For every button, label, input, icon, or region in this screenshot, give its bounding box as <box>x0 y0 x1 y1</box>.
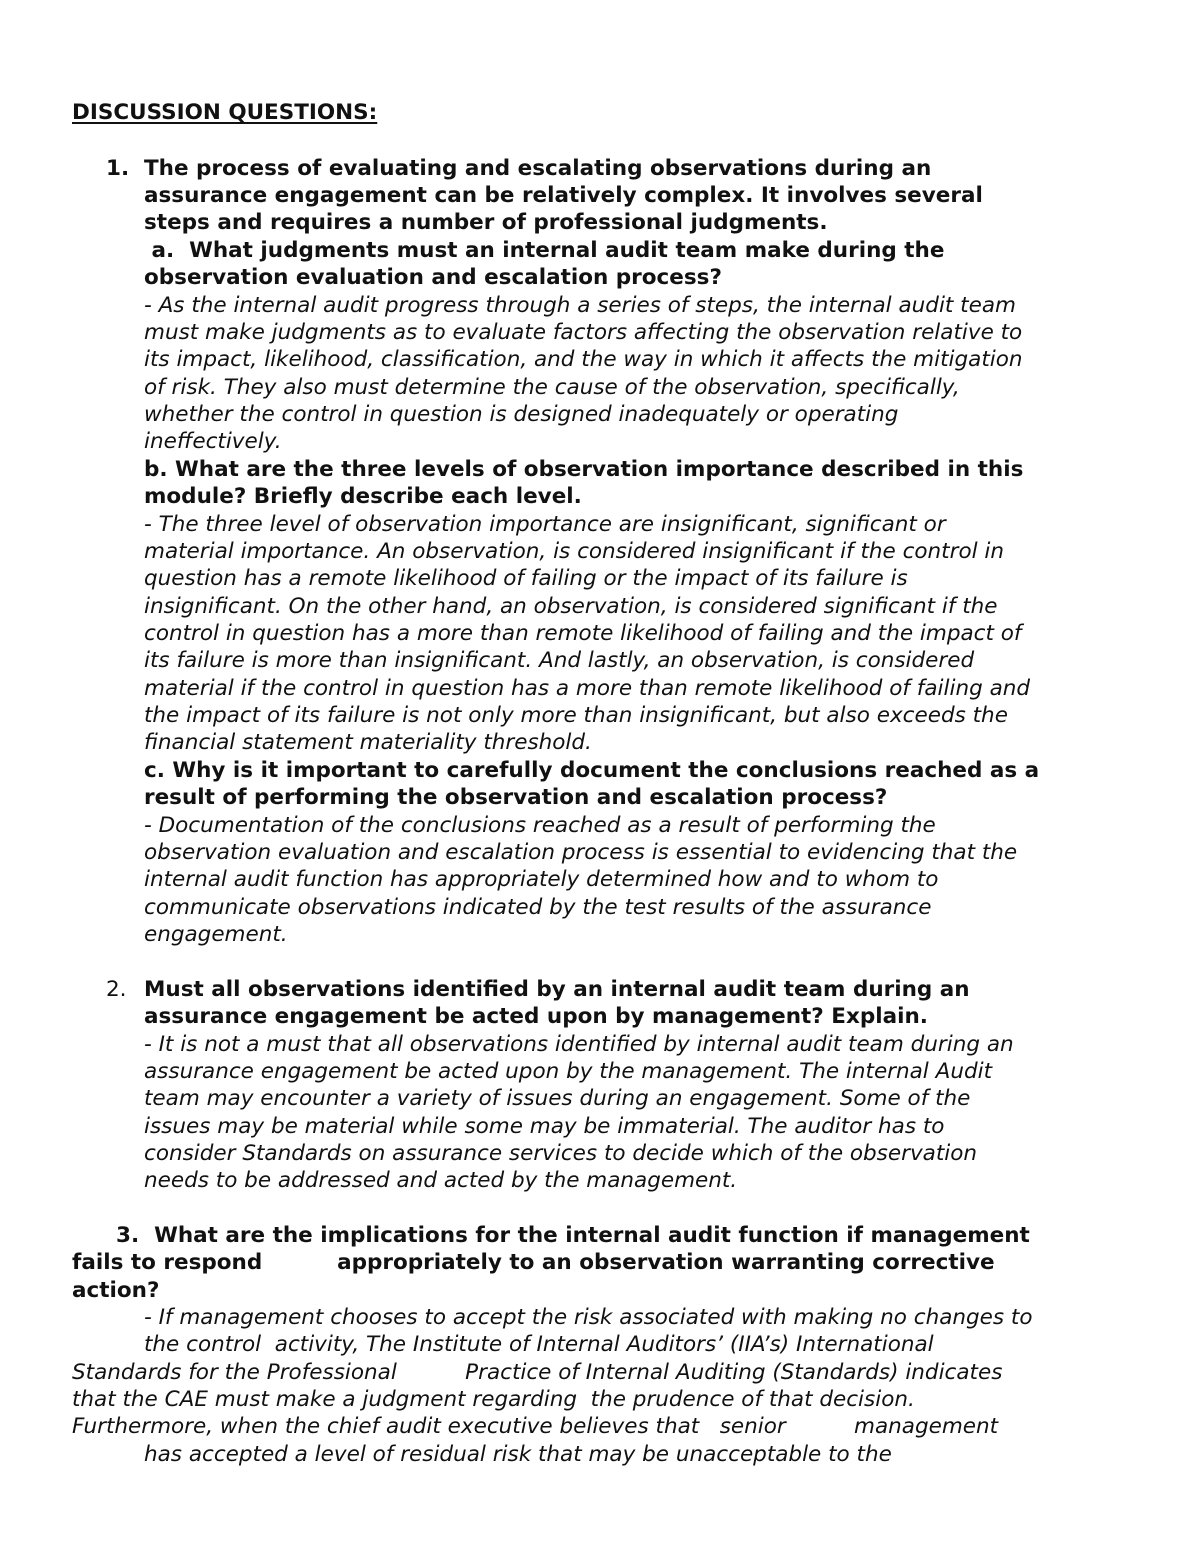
document-heading: DISCUSSION QUESTIONS: <box>72 100 378 125</box>
question-1-line: assurance engagement can be relatively complex. It involves several <box>144 183 983 208</box>
answer-3-line: Standards for the Professional Practice of Internal Auditing (Standards) indicates <box>72 1360 1003 1385</box>
question-1b-line: b. What are the three levels of observation importance described in this <box>144 457 1024 482</box>
answer-2-line: issues may be material while some may be immaterial. The auditor has to <box>144 1114 945 1139</box>
answer-1a-line: ineffectively. <box>144 429 282 454</box>
answer-1b-line: the impact of its failure is not only more than insignificant, but also exceeds the <box>144 703 1008 728</box>
answer-1a-line: whether the control in question is designed inadequately or operating <box>144 402 899 427</box>
answer-1a-line: its impact, likelihood, classification, and the way in which it affects the mitigation <box>144 347 1023 372</box>
question-1a-line: observation evaluation and escalation process? <box>144 265 722 290</box>
answer-3-line: - If management chooses to accept the risk associated with making no changes to <box>144 1305 1033 1330</box>
question-1b-line: module? Briefly describe each level. <box>144 484 582 509</box>
answer-2-line: needs to be addressed and acted by the management. <box>144 1168 738 1193</box>
answer-1c-line: internal audit function has appropriately determined how and to whom to <box>144 867 939 892</box>
answer-3-line: the control activity, The Institute of Internal Auditors’ (IIA’s) International <box>144 1332 934 1357</box>
question-3-line: 3. What are the implications for the internal audit function if management <box>116 1223 1030 1248</box>
answer-1c-line: communicate observations indicated by the test results of the assurance <box>144 895 932 920</box>
question-3-line: fails to respond appropriately to an observation warranting corrective <box>72 1250 995 1275</box>
answer-1c-line: observation evaluation and escalation process is essential to evidencing that the <box>144 840 1018 865</box>
answer-3-line: has accepted a level of residual risk that may be unacceptable to the <box>144 1442 892 1467</box>
answer-1a-line: - As the internal audit progress through a series of steps, the internal audit team <box>144 293 1016 318</box>
answer-1b-line: financial statement materiality threshold. <box>144 730 592 755</box>
answer-2-line: consider Standards on assurance services to decide which of the observation <box>144 1141 978 1166</box>
question-1a-line: a. What judgments must an internal audit team make during the <box>144 238 945 263</box>
question-1-number: 1. <box>106 156 130 181</box>
answer-1b-line: its failure is more than insignificant. And lastly, an observation, is considered <box>144 648 975 673</box>
answer-1c-line: engagement. <box>144 922 288 947</box>
question-2-line: assurance engagement be acted upon by management? Explain. <box>144 1004 928 1029</box>
answer-1b-line: control in question has a more than remote likelihood of failing and the impact of <box>144 621 1022 646</box>
answer-2-line: team may encounter a variety of issues during an engagement. Some of the <box>144 1086 971 1111</box>
answer-1b-line: question has a remote likelihood of failing or the impact of its failure is <box>144 566 908 591</box>
question-2-number: 2. <box>106 977 127 1002</box>
answer-1a-line: must make judgments as to evaluate factors affecting the observation relative to <box>144 320 1023 345</box>
answer-1b-line: material if the control in question has a more than remote likelihood of failing and <box>144 676 1031 701</box>
answer-2-line: - It is not a must that all observations identified by internal audit team during an <box>144 1032 1014 1057</box>
answer-1c-line: - Documentation of the conclusions reached as a result of performing the <box>144 813 936 838</box>
question-1c-line: result of performing the observation and escalation process? <box>144 785 888 810</box>
answer-1b-line: - The three level of observation importance are insignificant, significant or <box>144 512 946 537</box>
answer-3-line: Furthermore, when the chief audit executive believes that senior management <box>72 1414 999 1439</box>
question-3-line: action? <box>72 1278 160 1303</box>
answer-1a-line: of risk. They also must determine the cause of the observation, specifically, <box>144 375 960 400</box>
question-1c-line: c. Why is it important to carefully document the conclusions reached as a <box>144 758 1040 783</box>
question-1-line: steps and requires a number of professional judgments. <box>144 210 828 235</box>
answer-1b-line: insignificant. On the other hand, an observation, is considered significant if the <box>144 594 998 619</box>
answer-3-line: that the CAE must make a judgment regarding the prudence of that decision. <box>72 1387 915 1412</box>
answer-1b-line: material importance. An observation, is considered insignificant if the control in <box>144 539 1004 564</box>
question-2-line: Must all observations identified by an internal audit team during an <box>144 977 970 1002</box>
question-1-line: The process of evaluating and escalating observations during an <box>144 156 932 181</box>
answer-2-line: assurance engagement be acted upon by the management. The internal Audit <box>144 1059 993 1084</box>
